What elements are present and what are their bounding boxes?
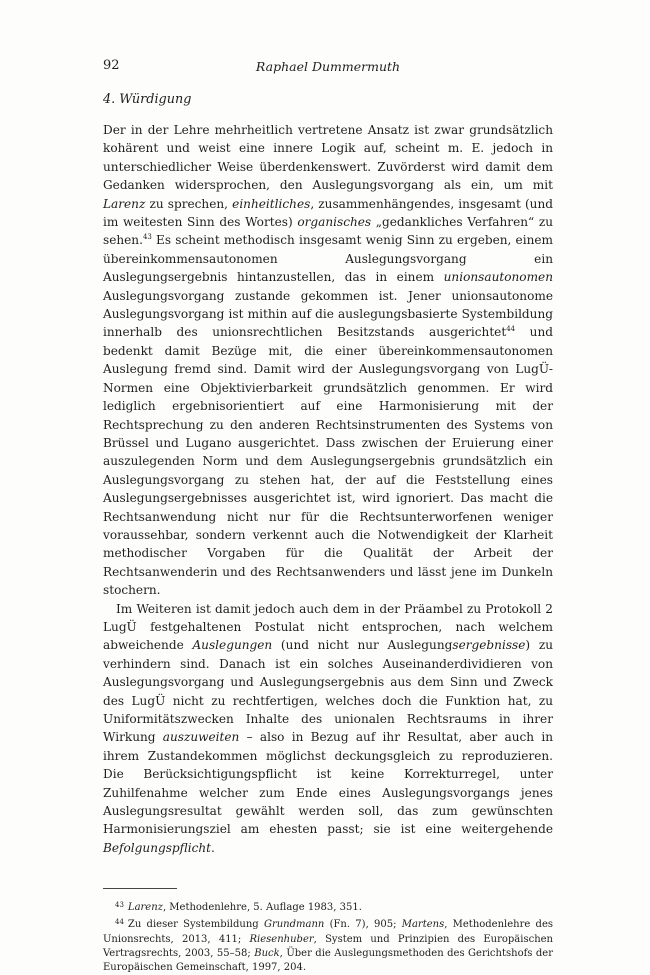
footnote-ref-43[interactable]: 43 [142,233,152,242]
author-name: Grundmann [263,919,325,931]
emphasis: Befolgungspflicht [103,840,212,855]
text-run: , zusammenhängendes, insgesamt (und im weitesten Sinn des Wortes) [103,196,553,230]
text-run: zu sprechen, [145,196,233,211]
emphasis: Auslegungen [192,638,273,653]
text-run: „gedankliches Verfahren“ zu sehen. [103,215,553,248]
text-run: – also in Bezug auf ihr Resultat, aber auch in ihrem Zustandekommen möglichst deckungsgleich zu reproduzieren. Die Berücksichtigungspflicht ist keine Korrekturregel, unter Zuhilfenahme welcher zum Ende eines Auslegungsvorgangs jenes Auslegungsresultat gewählt werden soll, das zum gewünschten Harmonisierungsziel am ehesten passt; sie ist eine weitergehende [103,730,553,837]
emphasis: sergebnisse [452,638,526,653]
text-run: , Methodenlehre des Unionsrechts, 2013, 411; [103,919,554,945]
footnote-number: 44 [115,918,124,927]
footnote-divider [103,888,177,889]
text-run: und bedenkt damit Bezüge mit, die einer übereinkommensautonomen Auslegung fremd sind. Damit wird der Auslegungsvorgang von LugÜ-Normen eine Objektivierbarkeit grundsätzlich genommen. Er wird lediglich ergebnisorientiert auf eine Harmonisierung mit der Rechtsprechung zu den anderen Rechtsinstrumenten des Systems von Brüssel und Lugano ausgerichtet. Dass zwischen der Eruierung einer auszulegenden Norm und dem Auslegungsergebnis grundsätzlich ein Auslegungsvorgang zu stehen hat, der auf die Feststellung eines Auslegungsergebnisses ausgerichtet ist, wird ignoriert. Das macht die Rechtsanwendung nicht nur für die Rechtsunterworfenen weniger voraussehbar, sondern verkennt auch die Notwendigkeit der Klarheit methodischer Vorgaben für die Qualität der Arbeit der Rechtsanwenderin und des Rechtsanwenders und lässt jene im Dunkeln stochern. [103,325,553,598]
text-run: . [211,840,215,855]
text-run: Auslegungsvorgang zustande gekommen ist. Jener unionsautonome Auslegungsvorgang ist mithin auf die auslegungsbasierte Systembildung innerhalb des unionsrechtlichen Besitzstands ausgerichtet [103,288,553,340]
text-run: Zu dieser Systembildung [127,919,264,931]
author-name: Riesenhuber [249,933,314,945]
paragraph [103,600,553,858]
text-run: , Über die Auslegungsmethoden des Gerichtshofs der Europäischen Gemeinschaft, 1997, 204. [103,947,553,974]
running-head [103,58,553,78]
body-text [103,121,553,857]
footnote-number: 43 [115,901,124,910]
text-run: Im Weiteren ist damit jedoch auch dem in der Präambel zu Protokoll 2 LugÜ festgehaltenen Postulat nicht entsprochen, nach welchem abweichende [103,601,553,653]
running-head-author: Raphael Dummermuth [255,59,401,74]
book-page [103,58,553,975]
emphasis: auszuweiten [162,730,240,745]
author-name: Martens [401,919,445,931]
emphasis: einheitliches [232,196,311,211]
emphasis: unionsautonomen [443,270,553,285]
footnotes [103,898,553,975]
footnote-ref-44[interactable]: 44 [506,325,516,334]
text-run: Der in der Lehre mehrheitlich vertretene Ansatz ist zwar grundsätzlich kohärent und weist eine innere Logik auf, scheint m. E. jedoch in unterschiedlicher Weise überdenkenswert. Zuvörderst wird damit dem Gedanken widersprochen, den Auslegungsvorgang als ein, um mit [103,123,553,193]
text-run: , System und Prinzipien des Europäischen Vertragsrechts, 2003, 55–58; [103,933,554,959]
paragraph [103,121,553,600]
emphasis: organisches [297,215,372,230]
text-run: ) zu verhindern sind. Danach ist ein solches Auseinanderdividieren von Auslegungsvorgang und Auslegungsergebnis aus dem Sinn und Zweck des LugÜ nicht zu rechtfertigen, welches doch die Funktion hat, zu Uniformitätszwecken Inhalte des unionalen Rechtsraums in ihrer Wirkung [103,638,553,745]
text-run: (Fn. 7), 905; [324,919,402,931]
text-run: (und nicht nur Auslegung [272,638,453,653]
author-name: Buck [254,947,280,959]
section-heading: 4. Würdigung [103,92,192,107]
author-name: Larenz [127,902,163,914]
text-run: Es scheint methodisch insgesamt wenig Sinn zu ergeben, einem übereinkommensautonomen Auslegungsvorgang ein Auslegungsergebnis hintanzustellen, das in einem [103,233,553,285]
footnote-44 [103,915,553,975]
author-name: Larenz [103,196,146,211]
footnote-43 [103,898,553,915]
page-number: 92 [103,58,120,73]
text-run: , Methodenlehre, 5. Auflage 1983, 351. [162,902,362,914]
